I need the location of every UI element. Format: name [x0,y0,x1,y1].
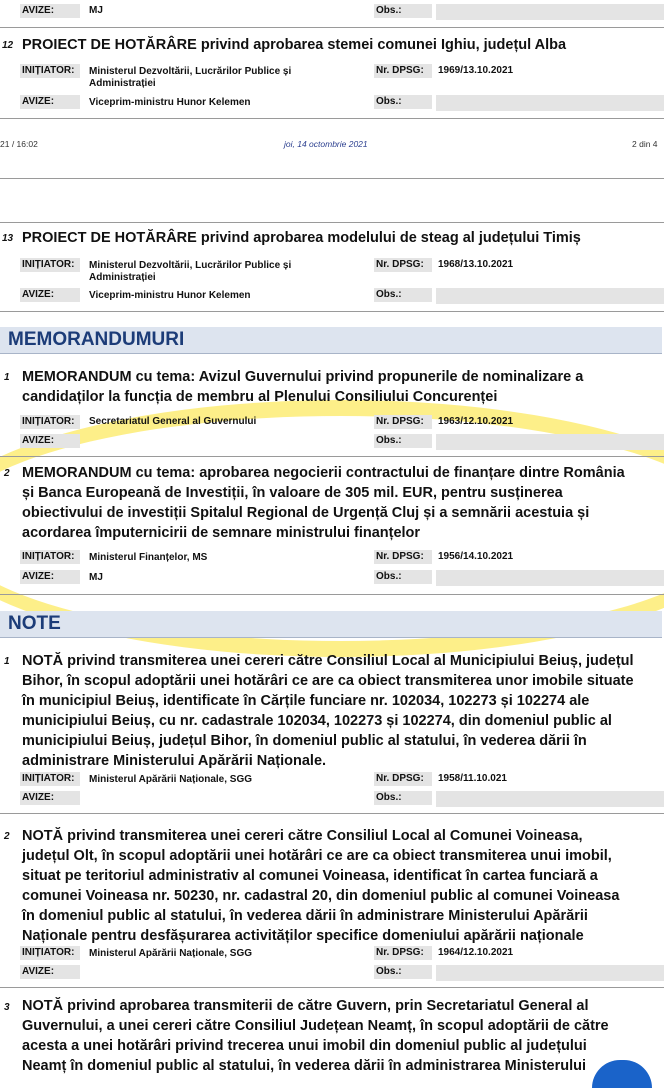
obs-box [436,791,664,807]
initiator-value: Ministerul Apărării Naționale, SGG [89,774,252,785]
obs-label: Obs.: [374,965,432,979]
item-number: 12 [2,40,14,51]
section-header-memorandumuri: MEMORANDUMURI [0,327,662,354]
avize-label: AVIZE: [20,965,80,979]
dpsg-value: 1968/13.10.2021 [438,259,514,270]
footer-time: 21 / 16:02 [0,139,38,149]
initiator-label: INIȚIATOR: [20,258,80,272]
item-title-line: NOTĂ privind transmiterea unei cereri către Consiliul Local al Municipiului Beiuș, județul [22,653,634,669]
dpsg-value: 1964/12.10.2021 [438,947,514,958]
item-title-line: acesta a unei hotărâri privind trecerea unui imobil din domeniul public al județului [22,1038,587,1054]
avize-label: AVIZE: [20,791,80,805]
item-number: 2 [4,831,10,842]
avize-label: AVIZE: [20,95,80,109]
item-title-line: municipiului Beiuș, județul Bihor, în domeniul public al statului, în vederea dării în [22,733,587,749]
item-title-line: acordarea împuternicirii de semnare ministrului finanțelor [22,525,421,541]
obs-label: Obs.: [374,4,432,18]
item-title-line: Guvernului, a unei cereri către Consiliul Județean Neamț, în scopul adoptării de către [22,1018,609,1034]
item-number: 2 [4,468,10,479]
item-title: PROIECT DE HOTĂRÂRE privind aprobarea modelului de steag al județului Timiș [22,230,581,246]
item-title-line: candidaților la funcția de membru al Plenului Consiliului Concurenței [22,389,498,405]
item-title-line: MEMORANDUM cu tema: Avizul Guvernului privind propunerile de nominalizare a [22,369,584,385]
dpsg-label: Nr. DPSG: [374,946,432,960]
avize-label: AVIZE: [20,4,80,18]
initiator-value-line: Ministerul Dezvoltării, Lucrărilor Publice și [89,66,292,77]
obs-label: Obs.: [374,434,432,448]
dpsg-label: Nr. DPSG: [374,772,432,786]
item-title-line: MEMORANDUM cu tema: aprobarea negocierii contractului de finanțare dintre România [22,465,625,481]
obs-box [436,95,664,111]
initiator-label: INIȚIATOR: [20,415,80,429]
avize-label: AVIZE: [20,434,80,448]
dpsg-value: 1969/13.10.2021 [438,65,514,76]
dpsg-value: 1956/14.10.2021 [438,551,514,562]
initiator-value: Secretariatul General al Guvernului [89,416,257,427]
initiator-value-line: Ministerul Dezvoltării, Lucrărilor Publice și [89,260,292,271]
obs-label: Obs.: [374,570,432,584]
obs-box [436,434,664,450]
initiator-label: INIȚIATOR: [20,64,80,78]
initiator-label: INIȚIATOR: [20,772,80,786]
item-title-line: Neamț în domeniul public al statului, în vederea dării în administrarea Ministerului [22,1058,587,1074]
avize-value: Viceprim-ministru Hunor Kelemen [89,97,251,108]
item-title-line: în municipiul Beiuș, identificate în Cărțile funciare nr. 102034, 102273 și 102274 ale [22,693,590,709]
item-title-line: situat pe teritoriul administrativ al comunei Voineasa, identificat în cartea funciară a [22,868,598,884]
dpsg-label: Nr. DPSG: [374,550,432,564]
dpsg-value: 1963/12.10.2021 [438,416,514,427]
obs-box [436,288,664,304]
item-title-line: în domeniul public al statului, în vederea dării în administrare Ministerului Apărării [22,908,588,924]
blue-corner-shape [592,1060,652,1088]
item-title: PROIECT DE HOTĂRÂRE privind aprobarea stemei comunei Ighiu, județul Alba [22,37,567,53]
avize-label: AVIZE: [20,288,80,302]
avize-label: AVIZE: [20,570,80,584]
dpsg-value: 1958/11.10.021 [438,773,507,784]
item-title-line: municipiului Beiuș, cu nr. cadastrale 102034, 102273 și 102274, din domeniul public al [22,713,612,729]
footer-date: joi, 14 octombrie 2021 [284,139,368,149]
item-title-line: și Banca Europeană de Investiții, în valoare de 305 mil. EUR, pentru susținerea [22,485,563,501]
item-number: 1 [4,372,10,383]
initiator-value: Ministerul Finanțelor, MS [89,552,208,563]
avize-value: MJ [89,572,103,583]
obs-label: Obs.: [374,791,432,805]
item-title-line: obiectivului de investiții Spitalul Regional de Urgență Cluj și a semnării acestuia și [22,505,590,521]
item-title-line: comunei Voineasa nr. 50230, nr. cadastral 20, din domeniul public al comunei Voineasa [22,888,620,904]
initiator-label: INIȚIATOR: [20,946,80,960]
avize-value: Viceprim-ministru Hunor Kelemen [89,290,251,301]
item-title-line: NOTĂ privind aprobarea transmiterii de către Guvern, prin Secretariatul General al [22,998,589,1014]
obs-label: Obs.: [374,95,432,109]
initiator-value-line: Administrației [89,78,156,89]
obs-box [436,570,664,586]
avize-value: MJ [89,5,103,16]
obs-box [436,965,664,981]
dpsg-label: Nr. DPSG: [374,258,432,272]
obs-label: Obs.: [374,288,432,302]
dpsg-label: Nr. DPSG: [374,415,432,429]
item-title-line: NOTĂ privind transmiterea unei cereri către Consiliul Local al Comunei Voineasa, [22,828,583,844]
footer-page: 2 din 4 [632,139,658,149]
initiator-value: Ministerul Apărării Naționale, SGG [89,948,252,959]
initiator-label: INIȚIATOR: [20,550,80,564]
item-number: 13 [2,233,14,244]
item-title-line: administrare Ministerului Apărării Naționale. [22,753,327,769]
obs-box [436,4,664,20]
item-title-line: Naționale pentru desfășurarea activităților specifice domeniului apărării naționale [22,928,584,944]
item-number: 1 [4,656,10,667]
item-title-line: Bihor, în scopul adoptării unei hotărâri ce are ca obiect transmiterea unor imobile situate [22,673,634,689]
item-number: 3 [4,1002,10,1013]
initiator-value-line: Administrației [89,272,156,283]
dpsg-label: Nr. DPSG: [374,64,432,78]
item-title-line: județul Olt, în scopul adoptării unei hotărâri ce are ca obiect transmiterea unui imobil, [22,848,612,864]
section-header-note: NOTE [0,611,662,638]
